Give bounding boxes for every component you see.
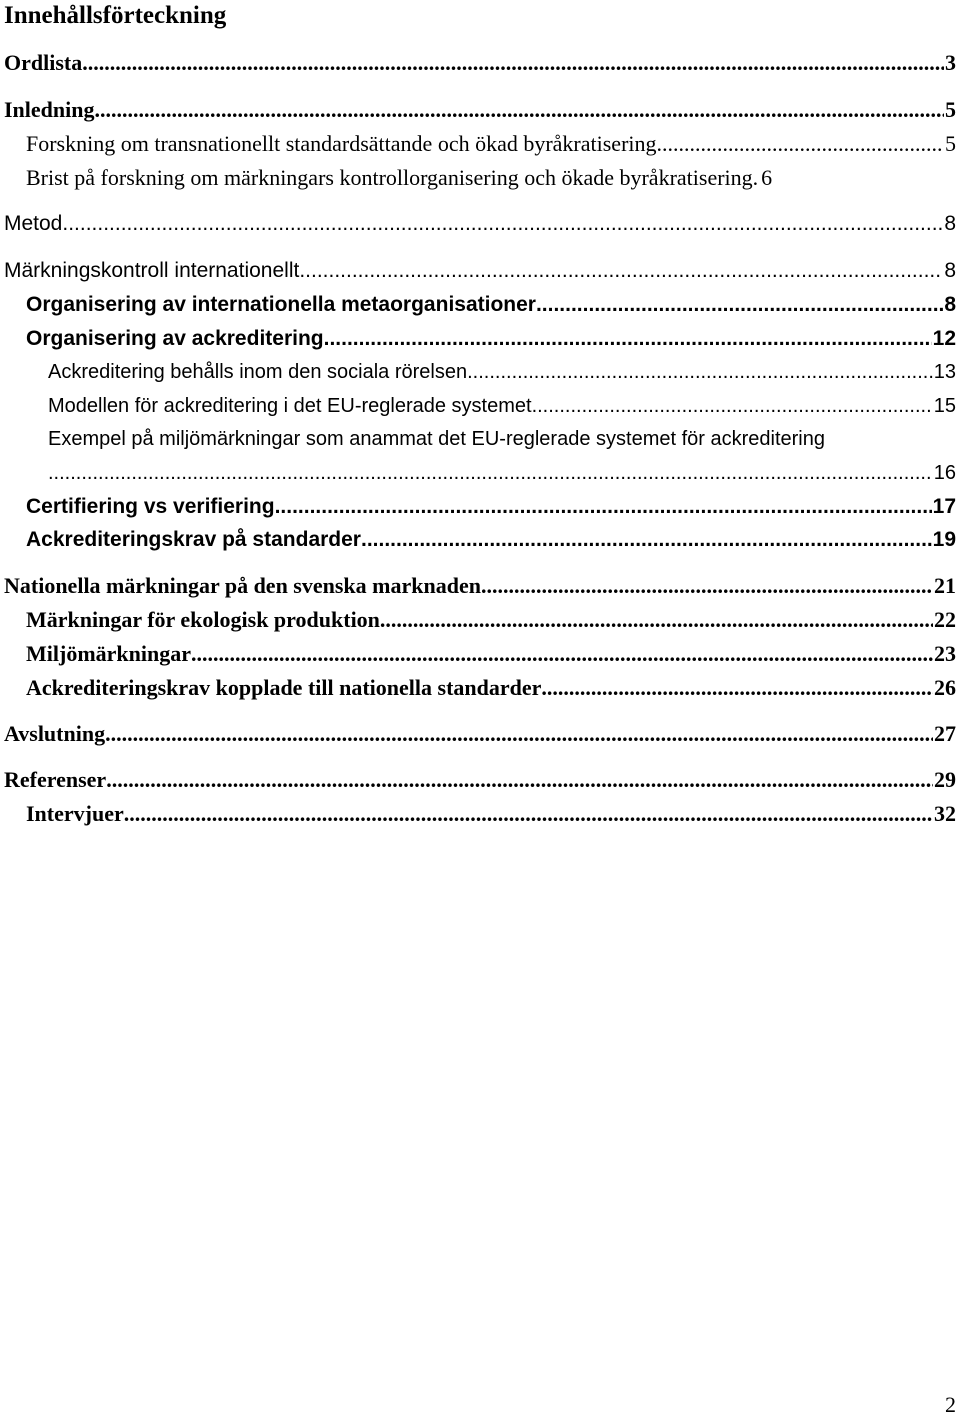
- toc-leader-dots: [95, 95, 945, 125]
- toc-entry-avslutning[interactable]: [4, 719, 956, 749]
- toc-entry-title: Brist på forskning om märkningars kontrollorganisering och ökade byråkratisering.: [26, 165, 759, 190]
- toc-entry-markningskontroll[interactable]: [4, 256, 956, 286]
- toc-entry-page: 17: [932, 495, 956, 518]
- toc-entry-title: Märkningskontroll internationellt: [4, 259, 300, 282]
- toc-leader-dots: [536, 290, 943, 320]
- toc-entry-exempel-title[interactable]: Exempel på miljömärkningar som anammat det EU-reglerade systemet för ackreditering: [48, 428, 825, 450]
- toc-entry-title: Intervjuer: [26, 801, 124, 826]
- toc-entry-title: Forskning om transnationellt standardsättande och ökad byråkratisering: [26, 131, 657, 156]
- toc-entry-title: Inledning: [4, 97, 95, 122]
- toc-entry-page: 22: [934, 607, 956, 632]
- toc-entry-title: Miljömärkningar: [26, 641, 191, 666]
- toc-leader-dots: [299, 256, 943, 286]
- toc-leader-dots: [191, 639, 933, 669]
- toc-entry-title: Organisering av ackreditering: [26, 327, 324, 350]
- toc-entry-page: 3: [945, 50, 956, 75]
- toc-entry-title: Organisering av internationella metaorganisationer: [26, 293, 536, 316]
- toc-heading: Innehållsförteckning: [4, 2, 227, 29]
- toc-entry-exempel[interactable]: [48, 458, 956, 488]
- toc-entry-ordlista[interactable]: [4, 48, 956, 78]
- toc-entry-title: Märkningar för ekologisk produktion: [26, 607, 380, 632]
- toc-entry-page: 6: [761, 165, 773, 190]
- page-number: 2: [945, 1392, 956, 1417]
- toc-entry-inledning[interactable]: [4, 95, 956, 125]
- toc-entry-title: Avslutning: [4, 721, 106, 746]
- toc-entry-forskning[interactable]: [26, 129, 956, 159]
- toc-entry-organisering-ackreditering[interactable]: [26, 324, 956, 354]
- toc-entry-page: 15: [933, 395, 956, 417]
- toc-entry-ackrediteringskrav-standarder[interactable]: [26, 525, 956, 555]
- toc-leader-dots: [657, 129, 944, 159]
- toc-entry-referenser[interactable]: [4, 765, 956, 795]
- toc-entry-title: Certifiering vs verifiering: [26, 495, 275, 518]
- toc-entry-miljomarkningar[interactable]: [26, 639, 956, 669]
- toc-leader-dots: [481, 571, 933, 601]
- toc-entry-modellen[interactable]: [48, 391, 956, 421]
- toc-entry-intervjuer[interactable]: [26, 799, 956, 829]
- toc-entry-ackreditering-behalls[interactable]: [48, 357, 956, 387]
- toc-entry-page: 8: [944, 293, 956, 316]
- toc-leader-dots: [82, 48, 944, 78]
- toc-entry-page: 12: [932, 327, 956, 350]
- toc-entry-title: Ackrediteringskrav på standarder: [26, 528, 361, 551]
- toc-leader-dots: [541, 673, 933, 703]
- toc-entry-metaorganisationer[interactable]: [26, 290, 956, 320]
- toc-leader-dots: [48, 458, 933, 488]
- toc-leader-dots: [275, 492, 932, 522]
- toc-entry-page: 29: [934, 767, 956, 792]
- toc-entry-page: 8: [944, 259, 956, 282]
- toc-entry-metod[interactable]: [4, 209, 956, 239]
- toc-entry-title: Metod: [4, 212, 63, 235]
- toc-leader-dots: [106, 765, 933, 795]
- toc-entry-page: 23: [934, 641, 956, 666]
- toc-entry-page: 27: [934, 721, 956, 746]
- toc-entry-title: Ackrediteringskrav kopplade till nationella standarder: [26, 675, 542, 700]
- toc-entry-page: 26: [934, 675, 956, 700]
- toc-entry-title: Nationella märkningar på den svenska marknaden: [4, 573, 481, 598]
- toc-entry-ekologisk-produktion[interactable]: [26, 605, 956, 635]
- toc-entry-ackrediteringskrav-nationella[interactable]: [26, 673, 956, 703]
- toc-entry-title: Referenser: [4, 767, 107, 792]
- toc-entry-page: 5: [945, 131, 956, 156]
- toc-entry-page: 32: [934, 801, 956, 826]
- toc-entry-nationella-markningar[interactable]: [4, 571, 956, 601]
- toc-entry-title: Ackreditering behålls inom den sociala rörelsen: [48, 361, 468, 383]
- toc-leader-dots: [105, 719, 933, 749]
- toc-leader-dots: [380, 605, 933, 635]
- toc-leader-dots: [62, 209, 943, 239]
- toc-entry-certifiering[interactable]: [26, 492, 956, 522]
- toc-leader-dots: [467, 357, 933, 387]
- toc-entry-page: 19: [932, 528, 956, 551]
- toc-entry-title: Ordlista: [4, 50, 83, 75]
- toc-entry-page: 5: [945, 97, 956, 122]
- toc-entry-page: 13: [933, 361, 956, 383]
- toc-leader-dots: [324, 324, 932, 354]
- toc-leader-dots: [361, 525, 932, 555]
- toc-entry-brist[interactable]: [26, 163, 956, 193]
- toc-entry-title: Modellen för ackreditering i det EU-reglerade systemet: [48, 395, 532, 417]
- toc-leader-dots: [532, 391, 933, 421]
- toc-entry-page: 8: [944, 212, 956, 235]
- toc-entry-page: 16: [933, 462, 956, 484]
- toc-leader-dots: [124, 799, 933, 829]
- toc-entry-page: 21: [934, 573, 956, 598]
